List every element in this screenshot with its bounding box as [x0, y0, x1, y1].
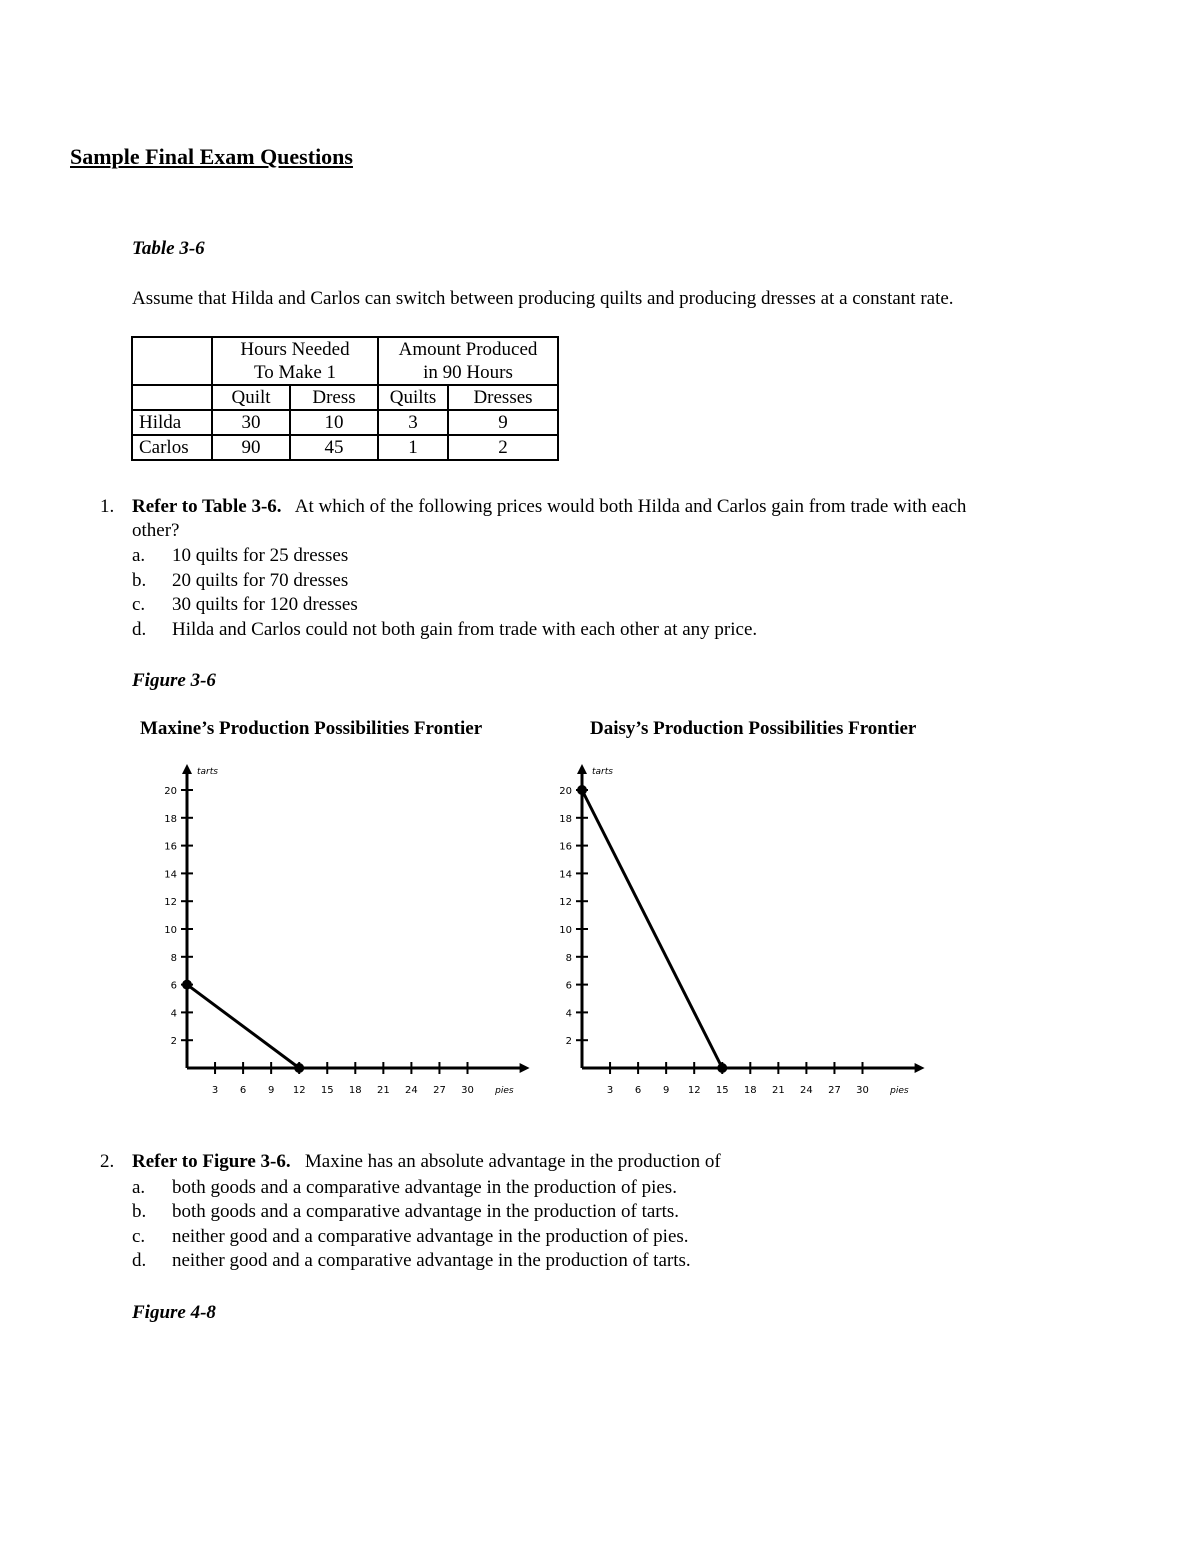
y-tick-label: 20 [164, 786, 177, 797]
y-axis-arrow [182, 764, 192, 774]
y-tick-label: 2 [170, 1036, 177, 1048]
table-cell: 90 [212, 435, 290, 460]
question-number: 2. [100, 1151, 115, 1172]
production-table [131, 336, 559, 461]
header-amount-produced-line2 [378, 361, 558, 385]
x-tick-label: 21 [376, 1085, 390, 1096]
question-body: At which of the following prices would both Hilda and Carlos gain from trade with each [294, 496, 967, 517]
option-letter: d. [132, 619, 147, 640]
option-text: neither good and a comparative advantage in the production of tarts. [172, 1250, 691, 1271]
option-a [132, 1177, 677, 1199]
option-letter: b. [132, 570, 147, 591]
y-tick-label: 12 [559, 897, 572, 909]
ppf-line [582, 790, 722, 1068]
x-tick-label: 24 [405, 1085, 418, 1096]
table-row [132, 435, 558, 460]
figure-caption: Figure 3-6 [132, 670, 216, 691]
x-tick-label: 27 [828, 1085, 841, 1096]
x-tick-label: 21 [771, 1085, 785, 1096]
question-number: 1. [100, 496, 115, 517]
option-b [132, 570, 348, 592]
x-tick-label: 24 [800, 1085, 813, 1096]
x-tick-label: 15 [320, 1085, 334, 1096]
y-tick-label: 12 [164, 897, 177, 909]
chart-title-daisy: Daisy’s Production Possibilities Frontier [590, 718, 917, 739]
page-title: Sample Final Exam Questions [70, 144, 353, 169]
y-tick-label: 6 [170, 980, 177, 992]
question-text [132, 1151, 1132, 1173]
option-letter: a. [132, 1177, 146, 1198]
question-lead: Refer to Table 3-6. [132, 496, 282, 517]
option-text: both goods and a comparative advantage in the production of tarts. [172, 1201, 680, 1222]
x-tick-label: 18 [348, 1085, 362, 1096]
x-tick-label: 30 [856, 1085, 869, 1096]
table-cell: 45 [290, 435, 378, 460]
y-tick-label: 4 [565, 1008, 572, 1020]
table-cell: 3 [378, 410, 448, 435]
ppf-point [294, 1063, 304, 1073]
ppf-point [717, 1063, 727, 1073]
table-corner-cell [132, 337, 212, 385]
x-tick-label: 18 [743, 1085, 757, 1096]
table-intro: Assume that Hilda and Carlos can switch between producing quilts and producing dresses at a constant rate. [132, 288, 954, 309]
subheader-cell: Quilt [212, 385, 290, 410]
option-text: 10 quilts for 25 dresses [172, 545, 349, 566]
y-tick-label: 4 [170, 1008, 177, 1020]
ppf-point [577, 785, 587, 795]
option-text: 30 quilts for 120 dresses [172, 594, 358, 615]
table-cell: 30 [212, 410, 290, 435]
option-c [132, 1226, 689, 1248]
subheader-cell: Dress [290, 385, 378, 410]
y-tick-label: 6 [565, 980, 572, 992]
x-axis-label: pies [495, 1086, 514, 1096]
y-tick-label: 2 [565, 1036, 572, 1048]
y-axis-arrow [577, 764, 587, 774]
x-tick-label: 6 [634, 1085, 642, 1096]
x-axis-arrow [915, 1063, 925, 1073]
header-line: To Make 1 [253, 361, 337, 383]
y-tick-label: 14 [164, 869, 177, 881]
y-axis-label: tarts [592, 767, 613, 777]
question-body: Maxine has an absolute advantage in the production of [304, 1151, 721, 1172]
y-tick-label: 18 [164, 813, 177, 825]
option-b [132, 1201, 679, 1223]
ppf-line [187, 985, 299, 1068]
header-line: in 90 Hours [423, 361, 513, 383]
option-d [132, 1250, 691, 1272]
row-name: Carlos [132, 435, 212, 460]
option-text: Hilda and Carlos could not both gain from trade with each other at any price. [172, 619, 758, 640]
next-figure-caption: Figure 4-8 [132, 1302, 216, 1323]
y-tick-label: 8 [565, 952, 572, 964]
x-tick-label: 15 [715, 1085, 729, 1096]
table-corner-cell [132, 385, 212, 410]
y-tick-label: 20 [559, 786, 572, 797]
chart-title-maxine: Maxine’s Production Possibilities Frontier [140, 718, 483, 739]
y-tick-label: 10 [559, 925, 572, 936]
y-tick-label: 18 [559, 813, 572, 825]
y-axis-label: tarts [197, 767, 218, 777]
y-tick-label: 16 [164, 841, 177, 853]
daisy-ppf-chart [545, 760, 945, 1105]
x-tick-label: 9 [662, 1085, 670, 1096]
question-lead: Refer to Figure 3-6. [132, 1151, 291, 1172]
table-cell: 9 [448, 410, 558, 435]
option-d [132, 619, 757, 641]
question-text-cont: other? [132, 520, 180, 541]
row-name: Hilda [132, 410, 212, 435]
subheader-cell: Dresses [448, 385, 558, 410]
maxine-ppf-chart [150, 760, 550, 1105]
x-tick-label: 3 [211, 1085, 219, 1096]
question-text [132, 496, 1132, 518]
y-tick-label: 16 [559, 841, 572, 853]
option-letter: a. [132, 545, 146, 566]
table-cell: 1 [378, 435, 448, 460]
x-tick-label: 6 [239, 1085, 247, 1096]
option-letter: b. [132, 1201, 147, 1222]
header-amount-produced [378, 337, 558, 361]
y-tick-label: 14 [559, 869, 572, 881]
table-cell: 10 [290, 410, 378, 435]
subheader-cell: Quilts [378, 385, 448, 410]
x-tick-label: 3 [606, 1085, 614, 1096]
option-a [132, 545, 348, 567]
y-tick-label: 10 [164, 925, 177, 936]
y-tick-label: 8 [170, 952, 177, 964]
x-axis-label: pies [890, 1086, 909, 1096]
x-tick-label: 12 [292, 1085, 306, 1096]
table-row [132, 410, 558, 435]
x-tick-label: 27 [433, 1085, 446, 1096]
option-text: 20 quilts for 70 dresses [172, 570, 349, 591]
table-caption: Table 3-6 [132, 238, 205, 259]
option-text: both goods and a comparative advantage in the production of pies. [172, 1177, 677, 1198]
header-hours-needed-line2 [212, 361, 378, 385]
option-letter: c. [132, 594, 146, 615]
x-axis-arrow [520, 1063, 530, 1073]
header-line: Hours Needed [240, 338, 350, 360]
table-header-row [132, 337, 558, 361]
option-letter: c. [132, 1226, 146, 1247]
x-tick-label: 30 [461, 1085, 474, 1096]
table-cell: 2 [448, 435, 558, 460]
option-letter: d. [132, 1250, 147, 1271]
header-hours-needed [212, 337, 378, 361]
option-text: neither good and a comparative advantage in the production of pies. [172, 1226, 689, 1247]
x-tick-label: 12 [687, 1085, 701, 1096]
x-tick-label: 9 [267, 1085, 275, 1096]
table-subheader-row [132, 385, 558, 410]
option-c [132, 594, 358, 616]
header-line: Amount Produced [398, 338, 538, 360]
ppf-point [182, 980, 192, 990]
